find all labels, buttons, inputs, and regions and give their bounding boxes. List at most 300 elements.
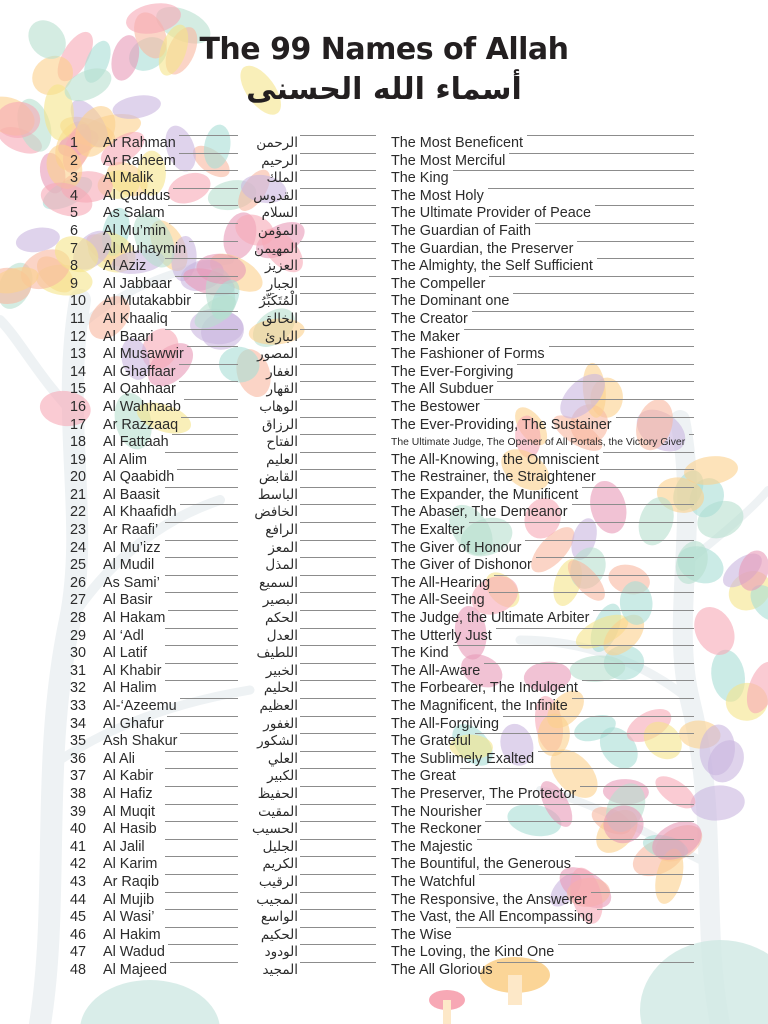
name-transliteration: Al Musawwir [103, 346, 184, 363]
writing-line [300, 909, 376, 910]
list-item [0, 223, 768, 241]
writing-line [593, 610, 694, 611]
writing-line [497, 962, 694, 963]
writing-line [180, 698, 238, 699]
list-item [0, 153, 768, 171]
writing-line [582, 680, 694, 681]
name-transliteration: Al Kabir [103, 768, 154, 785]
writing-line [172, 434, 238, 435]
writing-line [300, 944, 376, 945]
writing-line [577, 241, 694, 242]
writing-line [549, 346, 694, 347]
name-meaning: The Most Merciful [391, 152, 506, 169]
name-arabic: الرحمن [256, 135, 298, 151]
name-arabic: الشكور [257, 733, 298, 750]
name-meaning: The Forbearer, The Indulgent [391, 680, 578, 697]
writing-line [479, 874, 694, 875]
name-meaning: The Exalter [391, 522, 465, 539]
writing-line [300, 768, 376, 769]
list-item [0, 434, 768, 452]
name-meaning: The Responsive, the Answerer [391, 891, 587, 908]
name-transliteration: Ar Raqib [103, 873, 159, 890]
writing-line [469, 522, 694, 523]
name-arabic: الحليم [263, 680, 298, 697]
name-number: 40 [70, 821, 87, 838]
writing-line [165, 663, 238, 664]
name-arabic: العزيز [264, 258, 298, 275]
writing-line [513, 293, 694, 294]
writing-line [572, 698, 694, 699]
writing-line [464, 329, 694, 330]
name-meaning: The King [391, 170, 449, 187]
writing-line [165, 329, 238, 330]
writing-line [300, 927, 376, 928]
name-arabic: الخبير [265, 662, 298, 679]
name-transliteration: Al Khaafidh [103, 504, 177, 521]
name-number: 15 [70, 381, 87, 398]
name-transliteration: Al Hasib [103, 821, 157, 838]
name-arabic: المقيت [258, 803, 298, 820]
writing-line [300, 504, 376, 505]
writing-line [300, 962, 376, 963]
name-meaning: The Great [391, 768, 456, 785]
writing-line [300, 839, 376, 840]
writing-line [300, 346, 376, 347]
list-item [0, 751, 768, 769]
name-number: 34 [70, 715, 87, 732]
list-item [0, 927, 768, 945]
name-meaning: The Restrainer, the Straightener [391, 469, 596, 486]
writing-line [472, 311, 694, 312]
writing-line [603, 452, 694, 453]
name-meaning: The Kind [391, 645, 449, 662]
writing-line [477, 839, 694, 840]
name-transliteration: Ar Raheem [103, 152, 176, 169]
list-item [0, 680, 768, 698]
name-transliteration: Ar Rahman [103, 135, 176, 151]
name-meaning: The Watchful [391, 873, 476, 890]
name-transliteration: Al Qaabidh [103, 469, 175, 486]
name-arabic: السميع [259, 574, 298, 591]
name-number: 45 [70, 909, 87, 926]
name-transliteration: Al-‘Azeemu [103, 698, 177, 714]
name-meaning: The Nourisher [391, 803, 483, 820]
writing-line [167, 716, 238, 717]
writing-line [597, 909, 694, 910]
name-number: 20 [70, 469, 87, 486]
name-arabic: الرزاق [261, 416, 298, 433]
name-number: 35 [70, 733, 87, 750]
list-item [0, 628, 768, 646]
name-transliteration: Al Basir [103, 592, 153, 609]
writing-line [558, 944, 694, 945]
writing-line [300, 258, 376, 259]
writing-line [300, 557, 376, 558]
writing-line [165, 927, 238, 928]
name-number: 24 [70, 539, 87, 556]
name-meaning: The Giver of Honour [391, 539, 522, 556]
writing-line [165, 170, 238, 171]
name-arabic: الرحيم [261, 152, 298, 169]
name-arabic: البصير [262, 592, 298, 609]
name-arabic: القدوس [253, 187, 298, 204]
name-number: 36 [70, 750, 87, 767]
writing-line [165, 557, 238, 558]
writing-line [300, 680, 376, 681]
name-transliteration: Al Mutakabbir [103, 293, 191, 310]
writing-line [165, 768, 238, 769]
writing-line [168, 610, 238, 611]
writing-line [170, 962, 238, 963]
name-transliteration: Al Qahhaar [103, 381, 176, 398]
writing-line [300, 716, 376, 717]
writing-line [300, 698, 376, 699]
writing-line [300, 892, 376, 893]
writing-line [580, 786, 694, 787]
name-transliteration: Al Jalil [103, 838, 145, 855]
page-title-arabic: أسماء الله الحسنى [246, 72, 522, 107]
list-item [0, 522, 768, 540]
writing-line [300, 487, 376, 488]
name-meaning: The Judge, the Ultimate Arbiter [391, 610, 590, 627]
writing-line [591, 892, 694, 893]
list-item [0, 205, 768, 223]
name-transliteration: Al Wadud [103, 944, 165, 961]
name-meaning: The Compeller [391, 275, 486, 292]
name-transliteration: Al Karim [103, 856, 158, 873]
names-list [0, 135, 768, 980]
name-arabic: الفتاح [266, 434, 298, 451]
name-arabic: الكريم [262, 856, 298, 873]
writing-line [489, 276, 694, 277]
writing-line [597, 258, 694, 259]
name-transliteration: As Sami’ [103, 574, 160, 591]
name-number: 26 [70, 574, 87, 591]
writing-line [165, 258, 238, 259]
writing-line [572, 504, 694, 505]
name-transliteration: As Salam [103, 205, 165, 222]
name-meaning: The All Subduer [391, 381, 494, 398]
writing-line [187, 346, 238, 347]
name-arabic: اللطيف [256, 645, 298, 662]
name-transliteration: Al Ali [103, 750, 135, 767]
writing-line [171, 311, 238, 312]
list-item [0, 610, 768, 628]
list-item [0, 804, 768, 822]
writing-line [177, 469, 238, 470]
name-meaning: The Maker [391, 328, 460, 345]
list-item [0, 346, 768, 364]
writing-line [484, 663, 694, 664]
name-number: 8 [70, 258, 79, 275]
name-meaning: The Bestower [391, 398, 480, 415]
writing-line [165, 786, 238, 787]
list-item [0, 768, 768, 786]
page-header [0, 30, 768, 110]
writing-line [616, 417, 694, 418]
writing-line [689, 434, 694, 435]
name-meaning: The All-Seeing [391, 592, 485, 609]
writing-line [503, 716, 694, 717]
writing-line [184, 399, 238, 400]
name-transliteration: Al Alim [103, 451, 147, 468]
writing-line [168, 944, 238, 945]
name-number: 17 [70, 416, 87, 433]
list-item [0, 698, 768, 716]
name-number: 11 [70, 310, 85, 327]
writing-line [300, 575, 376, 576]
name-meaning: The Giver of Dishonor [391, 557, 532, 574]
name-transliteration: Al Hakam [103, 610, 166, 627]
name-number: 2 [70, 152, 79, 169]
writing-line [300, 786, 376, 787]
writing-line [485, 821, 694, 822]
writing-line [300, 188, 376, 189]
name-number: 37 [70, 768, 87, 785]
name-meaning: The Magnificent, the Infinite [391, 698, 568, 714]
name-arabic: الكبير [267, 768, 298, 785]
writing-line [517, 364, 694, 365]
list-item [0, 241, 768, 259]
list-item [0, 856, 768, 874]
name-transliteration: Al Hafiz [103, 785, 153, 802]
name-transliteration: Al Khaaliq [103, 310, 168, 327]
name-arabic: الرقيب [258, 873, 298, 890]
name-meaning: The Almighty, the Self Sufficient [391, 258, 593, 275]
name-transliteration: Al Wasi’ [103, 909, 155, 926]
name-number: 22 [70, 504, 87, 521]
name-number: 39 [70, 803, 87, 820]
name-transliteration: Al Ghaffaar [103, 363, 176, 380]
name-transliteration: Al Jabbaar [103, 275, 172, 292]
name-number: 1 [70, 135, 79, 151]
writing-line [300, 399, 376, 400]
name-transliteration: Al Baasit [103, 486, 160, 503]
writing-line [165, 821, 238, 822]
writing-line [453, 645, 694, 646]
name-meaning: The Utterly Just [391, 627, 492, 644]
name-meaning: The All-Aware [391, 662, 481, 679]
name-number: 32 [70, 680, 87, 697]
name-number: 30 [70, 645, 87, 662]
name-arabic: المهيمن [253, 240, 298, 257]
name-transliteration: Al Ghafur [103, 715, 164, 732]
name-meaning: The Ultimate Judge, The Opener of All Portals, the Victory Giver [391, 437, 686, 449]
writing-line [165, 892, 238, 893]
writing-line [300, 276, 376, 277]
writing-line [179, 153, 238, 154]
writing-line [300, 205, 376, 206]
name-meaning: The Creator [391, 310, 468, 327]
writing-line [536, 557, 694, 558]
list-item [0, 276, 768, 294]
name-arabic: الباسط [257, 486, 298, 503]
writing-line [300, 856, 376, 857]
name-meaning: The All-Forgiving [391, 715, 499, 732]
name-arabic: المصور [257, 346, 298, 363]
name-number: 16 [70, 398, 87, 415]
list-item [0, 786, 768, 804]
name-transliteration: Ar Razzaaq [103, 416, 179, 433]
name-number: 46 [70, 926, 87, 943]
name-meaning: The All-Knowing, the Omniscient [391, 451, 599, 468]
writing-line [165, 804, 238, 805]
writing-line [582, 487, 694, 488]
name-meaning: The Wise [391, 926, 452, 943]
name-meaning: The Guardian, the Preserver [391, 240, 574, 257]
writing-line [165, 540, 238, 541]
name-number: 41 [70, 838, 87, 855]
name-transliteration: Al Aziz [103, 258, 147, 275]
writing-line [300, 417, 376, 418]
list-item [0, 892, 768, 910]
name-number: 13 [70, 346, 87, 363]
list-item [0, 557, 768, 575]
writing-line [165, 628, 238, 629]
list-item [0, 258, 768, 276]
writing-line [300, 804, 376, 805]
writing-line [179, 135, 238, 136]
writing-line [488, 188, 694, 189]
name-arabic: العلي [267, 750, 298, 767]
name-arabic: المجيب [256, 891, 298, 908]
name-transliteration: Al Quddus [103, 187, 171, 204]
name-arabic: العدل [266, 627, 298, 644]
name-arabic: العليم [266, 451, 298, 468]
page-title: The 99 Names of Allah [199, 32, 569, 67]
writing-line [527, 135, 694, 136]
list-item [0, 170, 768, 188]
name-meaning: The Majestic [391, 838, 473, 855]
name-meaning: The Vast, the All Encompassing [391, 909, 594, 926]
name-number: 12 [70, 328, 87, 345]
writing-line [165, 452, 238, 453]
writing-line [509, 153, 694, 154]
writing-line [300, 733, 376, 734]
writing-line [165, 487, 238, 488]
name-meaning: The Expander, the Munificent [391, 486, 579, 503]
name-transliteration: Al Muhaymin [103, 240, 187, 257]
writing-line [300, 874, 376, 875]
name-number: 38 [70, 785, 87, 802]
list-item [0, 469, 768, 487]
name-transliteration: Al Mu’izz [103, 539, 161, 556]
writing-line [179, 364, 238, 365]
list-item [0, 909, 768, 927]
list-item [0, 663, 768, 681]
writing-line [300, 663, 376, 664]
name-transliteration: Al Hakim [103, 926, 161, 943]
name-number: 31 [70, 662, 87, 679]
name-number: 18 [70, 434, 87, 451]
name-number: 48 [70, 961, 87, 978]
name-number: 14 [70, 363, 87, 380]
name-meaning: The Bountiful, the Generous [391, 856, 571, 873]
list-item [0, 381, 768, 399]
name-meaning: The Guardian of Faith [391, 222, 531, 239]
list-item [0, 540, 768, 558]
name-arabic: الرافع [265, 522, 298, 539]
list-item [0, 399, 768, 417]
name-transliteration: Al Mu’min [103, 222, 167, 239]
name-meaning: The All-Hearing [391, 574, 491, 591]
name-transliteration: Ar Raafi’ [103, 522, 159, 539]
writing-line [300, 135, 376, 136]
name-meaning: The Abaser, The Demeanor [391, 504, 568, 521]
list-item [0, 821, 768, 839]
list-item [0, 329, 768, 347]
name-arabic: العظيم [259, 698, 298, 714]
writing-line [496, 628, 694, 629]
name-arabic: القهار [266, 381, 298, 398]
name-meaning: The Ultimate Provider of Peace [391, 205, 591, 222]
name-number: 33 [70, 698, 87, 714]
list-item [0, 592, 768, 610]
name-arabic: القابض [258, 469, 298, 486]
name-transliteration: Al Malik [103, 170, 154, 187]
writing-line [165, 522, 238, 523]
writing-line [525, 540, 694, 541]
writing-line [165, 839, 238, 840]
writing-line [538, 751, 694, 752]
writing-line [173, 188, 238, 189]
name-arabic: المذل [265, 557, 298, 574]
writing-line [300, 381, 376, 382]
writing-line [180, 733, 238, 734]
name-number: 42 [70, 856, 87, 873]
name-arabic: الوهاب [259, 398, 298, 415]
list-item [0, 733, 768, 751]
name-number: 6 [70, 222, 79, 239]
writing-line [300, 452, 376, 453]
writing-line [475, 733, 694, 734]
name-number: 29 [70, 627, 87, 644]
list-item [0, 944, 768, 962]
name-arabic: الحفيظ [257, 785, 298, 802]
writing-line [165, 575, 238, 576]
name-arabic: الجليل [262, 838, 298, 855]
writing-line [595, 205, 694, 206]
name-number: 7 [70, 240, 79, 257]
writing-line [300, 329, 376, 330]
name-arabic: الحكيم [260, 926, 298, 943]
name-number: 43 [70, 873, 87, 890]
name-number: 9 [70, 275, 79, 292]
name-number: 23 [70, 522, 87, 539]
writing-line [497, 381, 694, 382]
name-number: 27 [70, 592, 87, 609]
writing-line [600, 469, 694, 470]
name-transliteration: Al ‘Adl [103, 627, 144, 644]
name-transliteration: Al Khabir [103, 662, 162, 679]
name-arabic: الحسيب [252, 821, 298, 838]
writing-line [165, 592, 238, 593]
writing-line [489, 592, 694, 593]
writing-line [300, 170, 376, 171]
name-number: 47 [70, 944, 87, 961]
writing-line [175, 276, 238, 277]
list-item [0, 962, 768, 980]
name-number: 19 [70, 451, 87, 468]
name-transliteration: Al Wahhaab [103, 398, 181, 415]
list-item [0, 135, 768, 153]
name-number: 4 [70, 187, 79, 204]
writing-line [300, 293, 376, 294]
name-meaning: The Loving, the Kind One [391, 944, 555, 961]
writing-line [189, 241, 238, 242]
name-number: 28 [70, 610, 87, 627]
name-arabic: الخافض [254, 504, 298, 521]
